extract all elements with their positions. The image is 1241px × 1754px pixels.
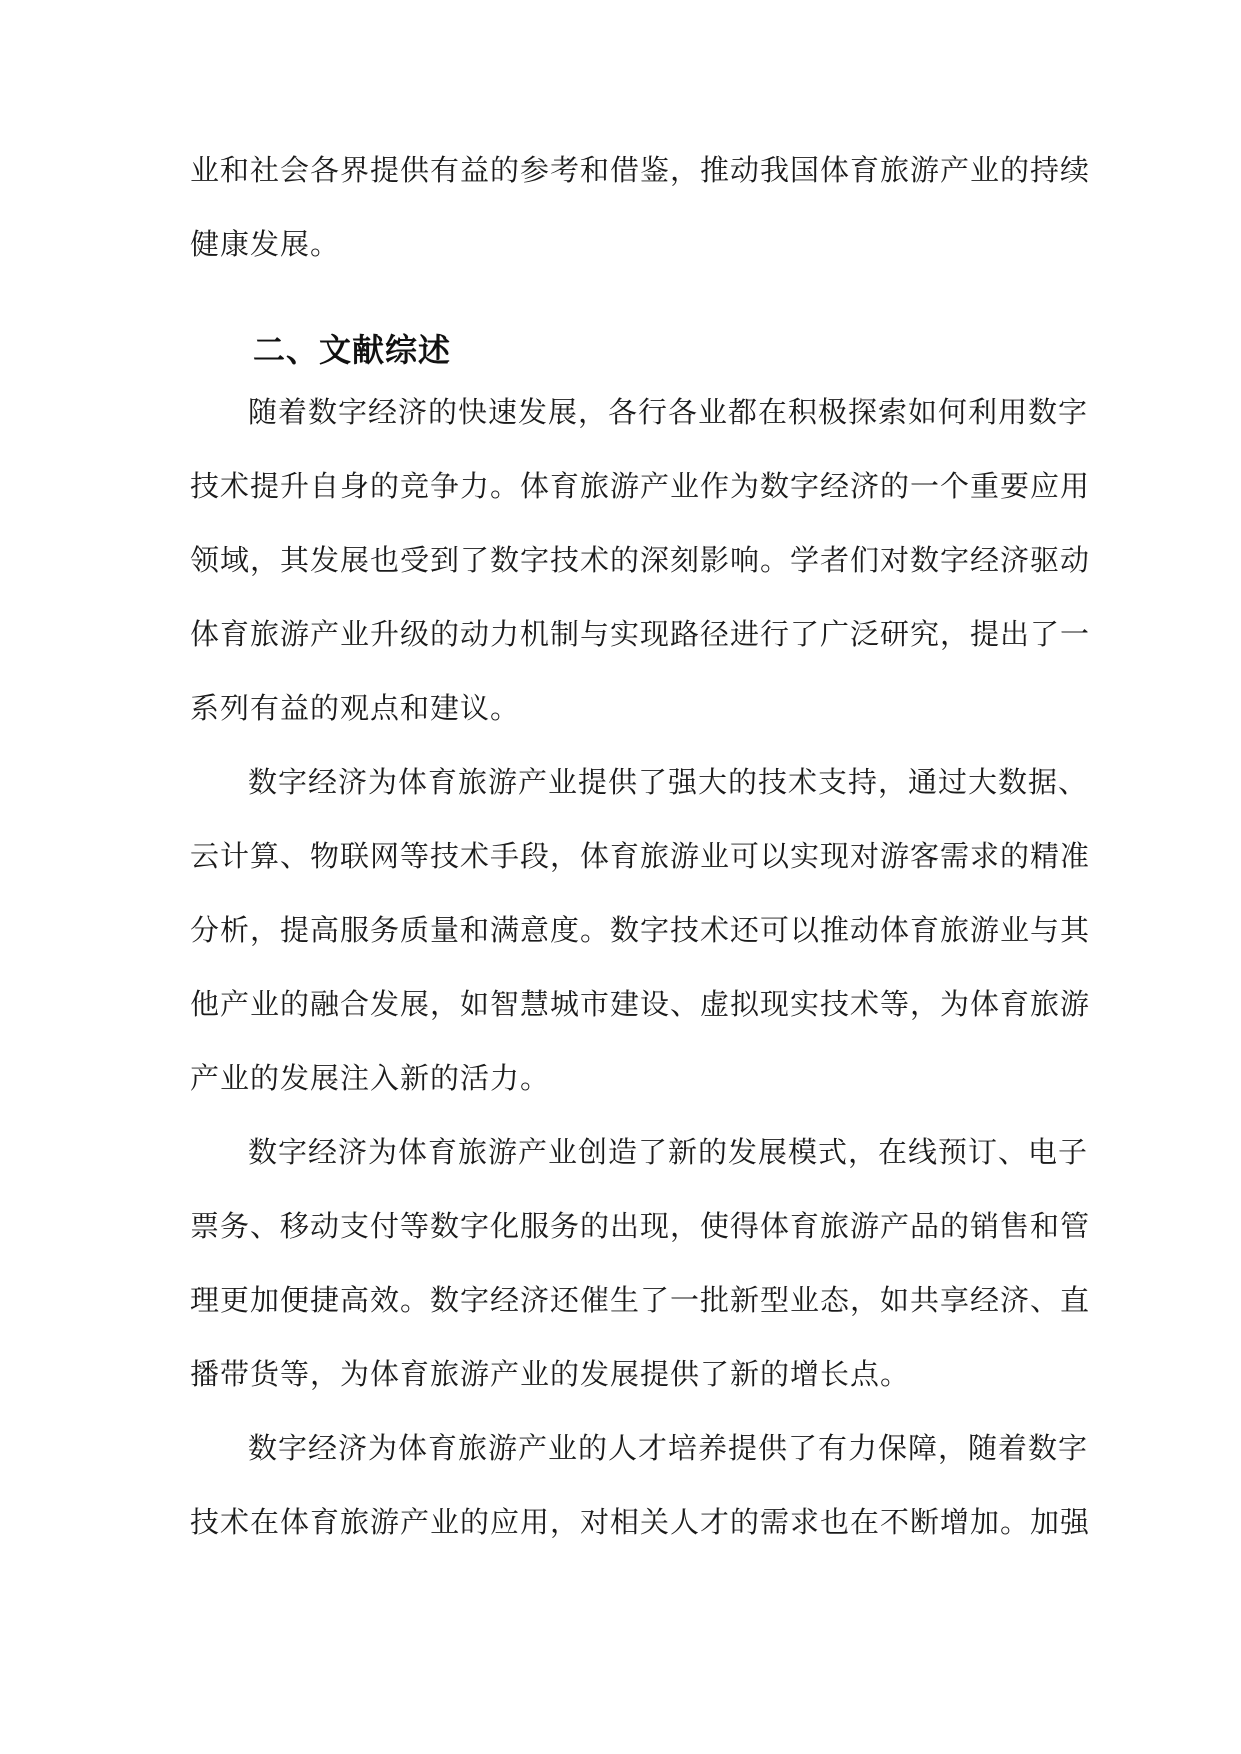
paragraph-2 bbox=[190, 745, 1091, 1115]
text-line: 技术提升自身的竞争力。体育旅游产业作为数字经济的一个重要应用 bbox=[190, 469, 1091, 503]
text-line: 数字经济为体育旅游产业的人才培养提供了有力保障，随着数字 bbox=[248, 1431, 1089, 1465]
text-line: 云计算、物联网等技术手段，体育旅游业可以实现对游客需求的精准 bbox=[190, 839, 1091, 873]
text-line: 播带货等，为体育旅游产业的发展提供了新的增长点。 bbox=[190, 1357, 911, 1391]
paragraph-4 bbox=[190, 1411, 1091, 1559]
text-line: 分析，提高服务质量和满意度。数字技术还可以推动体育旅游业与其 bbox=[190, 913, 1091, 947]
text-line: 技术在体育旅游产业的应用，对相关人才的需求也在不断增加。加强 bbox=[190, 1505, 1091, 1539]
text-line: 健康发展。 bbox=[190, 227, 341, 261]
text-line: 领域，其发展也受到了数字技术的深刻影响。学者们对数字经济驱动 bbox=[190, 543, 1091, 577]
text-line: 产业的发展注入新的活力。 bbox=[190, 1061, 551, 1095]
paragraph-1 bbox=[190, 375, 1091, 745]
text-line: 随着数字经济的快速发展，各行各业都在积极探索如何利用数字 bbox=[248, 395, 1089, 429]
text-line: 他产业的融合发展，如智慧城市建设、虚拟现实技术等，为体育旅游 bbox=[190, 987, 1091, 1021]
paragraph-3 bbox=[190, 1115, 1091, 1411]
text-line: 数字经济为体育旅游产业创造了新的发展模式，在线预订、电子 bbox=[248, 1135, 1089, 1169]
continuation-paragraph bbox=[190, 133, 1091, 281]
text-line: 体育旅游产业升级的动力机制与实现路径进行了广泛研究，提出了一 bbox=[190, 617, 1091, 651]
text-line: 票务、移动支付等数字化服务的出现，使得体育旅游产品的销售和管 bbox=[190, 1209, 1091, 1243]
text-line: 理更加便捷高效。数字经济还催生了一批新型业态，如共享经济、直 bbox=[190, 1283, 1091, 1317]
text-line: 业和社会各界提供有益的参考和借鉴，推动我国体育旅游产业的持续 bbox=[190, 153, 1091, 187]
section-heading: 二、文献综述 bbox=[253, 331, 452, 369]
text-line: 系列有益的观点和建议。 bbox=[190, 691, 521, 725]
text-line: 数字经济为体育旅游产业提供了强大的技术支持，通过大数据、 bbox=[248, 765, 1089, 799]
